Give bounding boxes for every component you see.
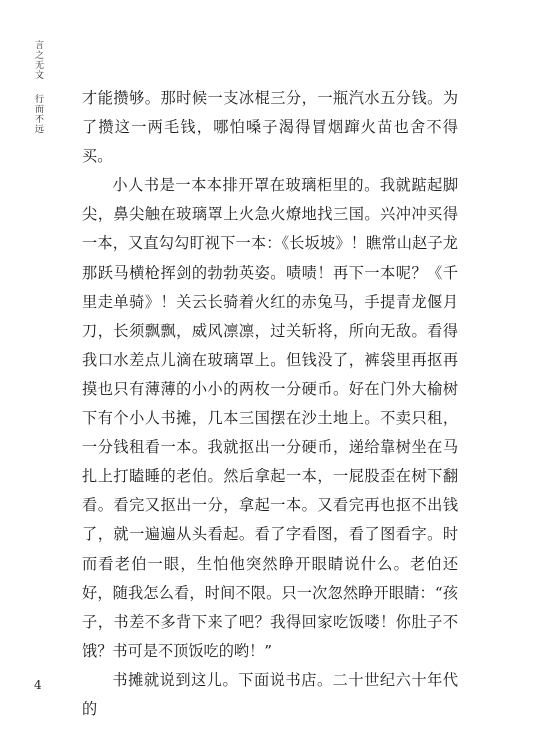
running-header-chapter-title: 行而不远: [33, 94, 43, 134]
page-body: [82, 84, 458, 724]
page-number: 4: [34, 678, 42, 692]
paragraph-continued: 才能攒够。那时候一支冰棍三分，一瓶汽水五分钱。为了攒这一两毛钱，哪怕嗓子渴得冒烟蹿火苗也舍不得买。: [82, 89, 458, 166]
paragraph-bookstore: 书摊就说到这儿。下面说书店。二十世纪六十年代的: [82, 670, 458, 718]
running-header-book-title: 言之无文: [33, 40, 43, 80]
running-header: [31, 40, 45, 134]
paragraph-picture-books: 小人书是一本本排开罩在玻璃柜里的。我就踮起脚尖，鼻尖触在玻璃罩上火急火燎地找三国。兴冲冲买得一本，又直勾勾盯视下一本：《长坂坡》！瞧常山赵子龙那跃马横枪挥剑的勃勃英姿。啧啧！再下一本呢？《千里走单骑》！关云长骑着火红的赤兔马，手提青龙偃月刀，长须飘飘，威风凛凛，过关斩将，所向无敌。看得我口水差点儿滴在玻璃罩上。但钱没了，裤袋里再抠再摸也只有薄薄的小小的两枚一分硬币。好在门外大榆树下有个小人书摊，几本三国摆在沙土地上。不卖只租，一分钱租看一本。我就抠出一分硬币，递给靠树坐在马扎上打瞌睡的老伯。然后拿起一本，一屁股歪在树下翻看。看完又抠出一分，拿起一本。又看完再也抠不出钱了，就一遍遍从头看起。看了字看图，看了图看字。时而看老伯一眼，生怕他突然睁开眼睛说什么。老伯还好，随我怎么看，时间不限。只一次忽然睁开眼睛：“孩子，书差不多背下来了吧？我得回家吃饭喽！你肚子不饿？书可是不顶饭吃的哟！”: [82, 176, 458, 660]
